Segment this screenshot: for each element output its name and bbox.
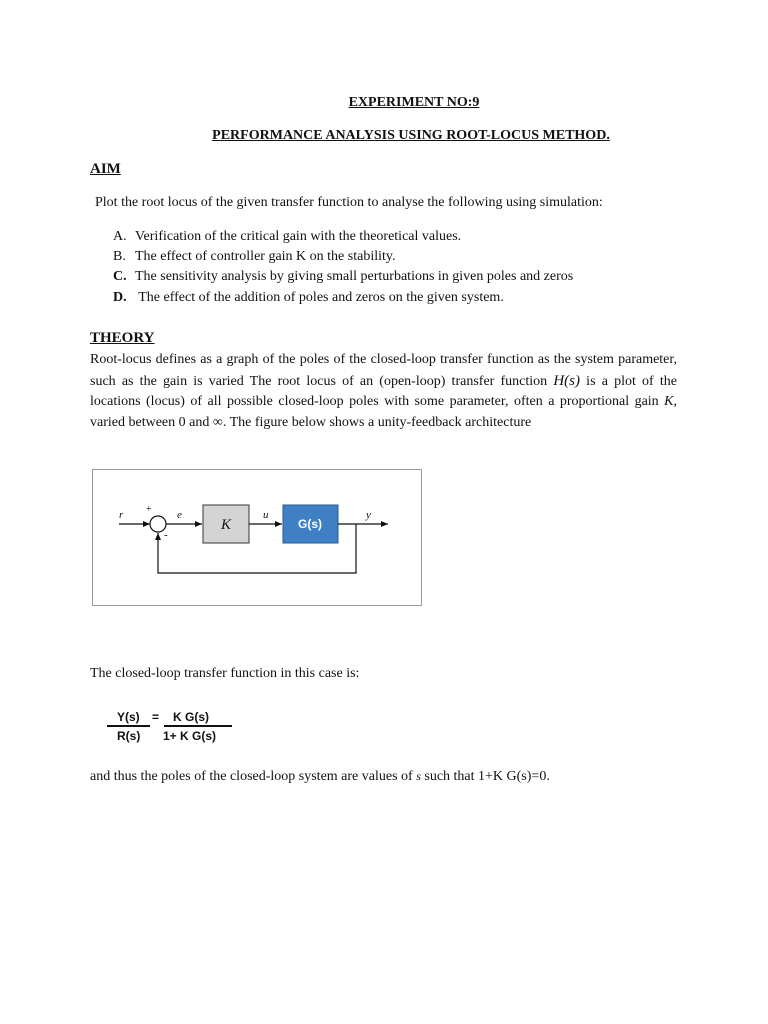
aim-item-text: The sensitivity analysis by giving small perturbations in given poles and zeros (135, 269, 574, 284)
aim-item-marker: C. (113, 269, 127, 284)
block-diagram-svg (93, 470, 421, 605)
aim-heading: AIM (90, 161, 121, 177)
math-k: K (664, 394, 674, 410)
math-hs: H(s) (553, 372, 580, 389)
aim-item-text: The effect of controller gain K on the stability. (135, 249, 396, 264)
label-k: K (220, 517, 232, 533)
subtitle-text: PERFORMANCE ANALYSIS USING ROOT-LOCUS METHOD (212, 128, 607, 143)
label-u: u (263, 509, 269, 521)
infinity-symbol: ∞ (212, 414, 223, 430)
aim-item-a (113, 229, 461, 245)
aim-item-c (113, 269, 573, 285)
label-g: G(s) (298, 517, 322, 531)
formula-lhs-bar (107, 725, 150, 727)
formula-rhs-numerator: K G(s) (173, 710, 209, 724)
theory-text-3: , varied between 0 and (90, 394, 677, 430)
label-e: e (177, 509, 182, 521)
math-s: s (416, 769, 421, 783)
theory-text-1: Root-locus defines as a graph of the poles of the closed-loop transfer function as the system parameter, such as the gain is varied The root locus of an (open-loop) transfer function (90, 352, 677, 389)
aim-item-marker: D. (113, 290, 127, 305)
theory-text-4: . The figure below shows a unity-feedback architecture (222, 414, 532, 430)
theory-paragraph (90, 350, 677, 433)
label-minus: - (164, 529, 168, 541)
theory-heading: THEORY (90, 330, 155, 346)
label-r: r (119, 509, 124, 521)
theory-text-2: is a plot of the locations (locus) of all possible closed-loop poles with some parameter, often a proportional gain (90, 373, 677, 410)
experiment-subtitle (27, 128, 768, 144)
aim-item-text: The effect of the addition of poles and zeros on the given system. (135, 290, 504, 305)
formula-equals: = (152, 710, 160, 724)
formula-lhs-numerator: Y(s) (117, 710, 140, 724)
block-diagram (92, 469, 422, 606)
aim-item-marker: A. (113, 229, 127, 244)
label-plus: + (146, 504, 152, 515)
aim-intro: Plot the root locus of the given transfer function to analyse the following using simulation: (95, 195, 603, 210)
label-y: y (366, 509, 371, 521)
conclusion-text-2: such that 1+K G(s)=0. (420, 769, 550, 784)
closed-loop-intro: The closed-loop transfer function in this case is: (90, 666, 360, 681)
aim-item-b (113, 249, 395, 265)
formula-rhs-denominator: 1+ K G(s) (163, 729, 217, 743)
aim-item-marker: B. (113, 249, 126, 264)
formula-lhs-denominator: R(s) (117, 729, 141, 743)
subtitle-period: . (606, 128, 610, 143)
conclusion-text-1: and thus the poles of the closed-loop system are values of (90, 769, 417, 784)
aim-item-d (113, 290, 504, 306)
experiment-title: EXPERIMENT NO:9 (348, 95, 480, 110)
transfer-function-formula (107, 708, 237, 748)
formula-rhs-bar (164, 725, 232, 727)
aim-item-text: Verification of the critical gain with the theoretical values. (135, 229, 462, 244)
conclusion-text (90, 769, 550, 785)
